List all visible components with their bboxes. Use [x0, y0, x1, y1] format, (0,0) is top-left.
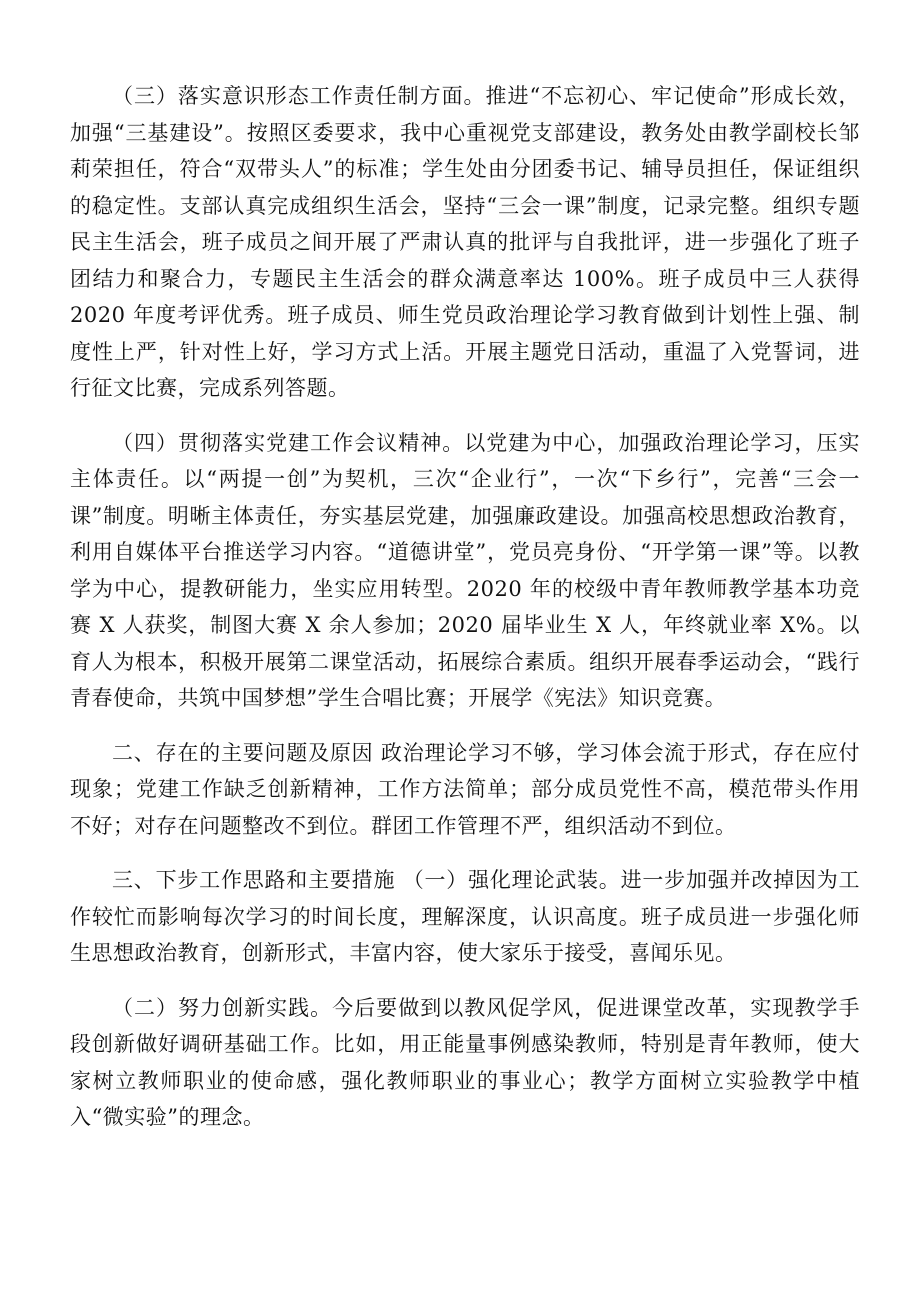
document-page — [70, 78, 860, 1154]
paragraph-innovation-practice: （二）努力创新实践。今后要做到以教风促学风，促进课堂改革，实现教学手段创新做好调研基础工作。比如，用正能量事例感染教师，特别是青年教师，使大家树立教师职业的使命感，强化教师职业的事业心；教学方面树立实验教学中植入“微实验”的理念。 — [70, 995, 860, 1129]
paragraph-party-building-meeting: （四）贯彻落实党建工作会议精神。以党建为中心，加强政治理论学习，压实主体责任。以“两提一创”为契机，三次“企业行”，一次“下乡行”，完善“三会一课”制度。明晰主体责任，夯实基层党建，加强廉政建设。加强高校思想政治教育，利用自媒体平台推送学习内容。“道德讲堂”，党员亮身份、“开学第一课”等。以教学为中心，提教研能力，坐实应用转型。2020 年的校级中青年教师教学基本功竞赛 X 人获奖，制图大赛 X 余人参加；2020 届毕业生 X 人，年终就业率 X%。以育人为根本，积极开展第二课堂活动，拓展综合素质。组织开展春季运动会，“践行青春使命，共筑中国梦想”学生合唱比赛；开展学《宪法》知识竞赛。 — [70, 430, 860, 710]
paragraph-problems-and-causes: 二、存在的主要问题及原因 政治理论学习不够，学习体会流于形式，存在应付现象；党建工作缺乏创新精神，工作方法简单；部分成员党性不高，模范带头作用不好；对存在问题整改不到位。群团工作管理不严，组织活动不到位。 — [70, 740, 860, 838]
paragraph-next-steps-theory: 三、下步工作思路和主要措施 （一）强化理论武装。进一步加强并改掉因为工作较忙而影响每次学习的时间长度，理解深度，认识高度。班子成员进一步强化师生思想政治教育，创新形式，丰富内容，使大家乐于接受，喜闻乐见。 — [70, 868, 860, 965]
paragraph-ideology-responsibility: （三）落实意识形态工作责任制方面。推进“不忘初心、牢记使命”形成长效，加强“三基建设”。按照区委要求，我中心重视党支部建设，教务处由教学副校长邹莉荣担任，符合“双带头人”的标准；学生处由分团委书记、辅导员担任，保证组织的稳定性。支部认真完成组织生活会，坚持“三会一课”制度，记录完整。组织专题民主生活会，班子成员之间开展了严肃认真的批评与自我批评，进一步强化了班子团结力和聚合力，专题民主生活会的群众满意率达 100%。班子成员中三人获得 2020 年度考评优秀。班子成员、师生党员政治理论学习教育做到计划性上强、制度性上严，针对性上好，学习方式上活。开展主题党日活动，重温了入党誓词，进行征文比赛，完成系列答题。 — [70, 84, 860, 400]
